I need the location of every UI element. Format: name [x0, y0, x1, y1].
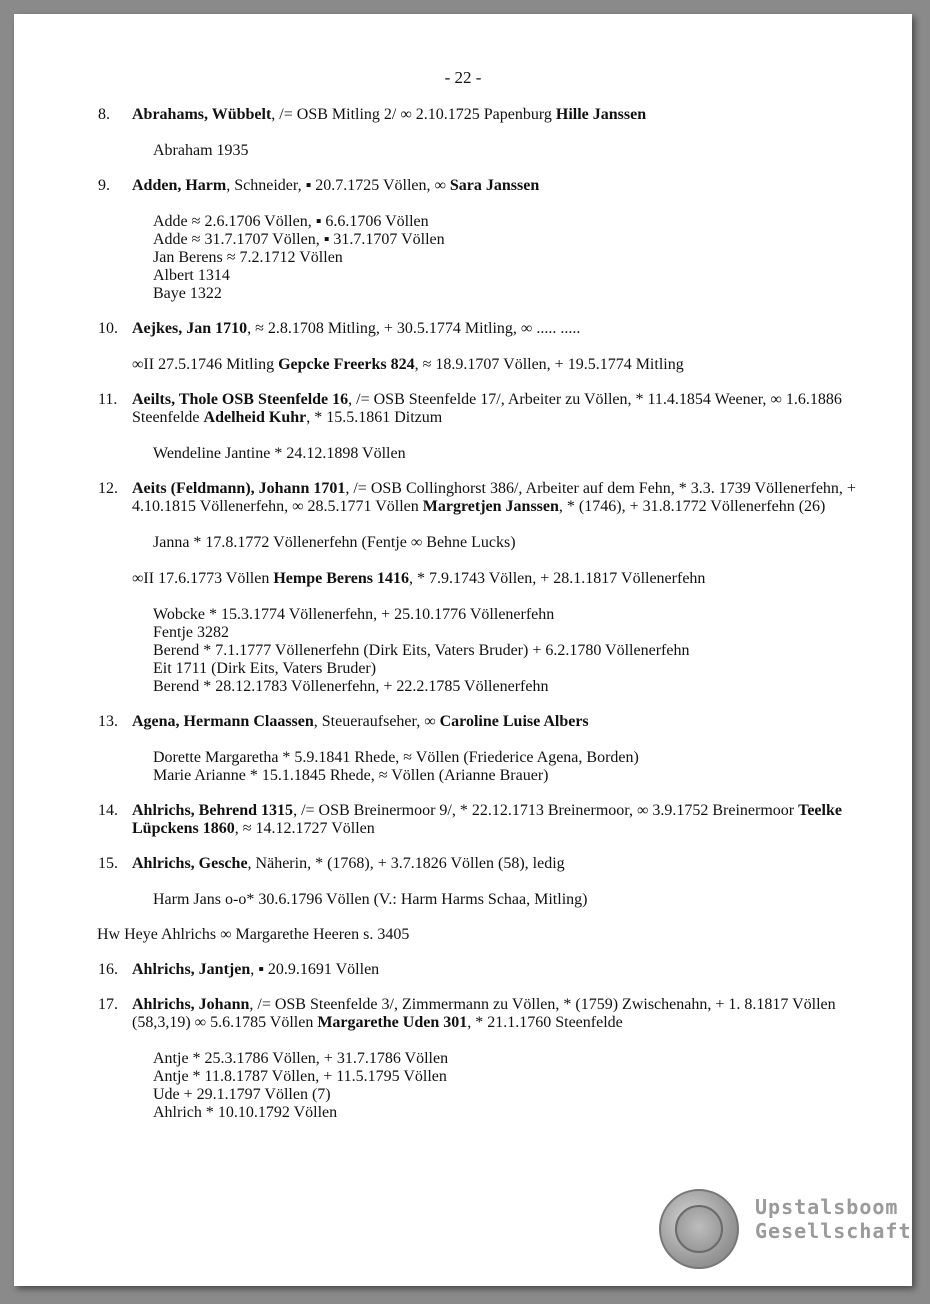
child-line: Fentje 3282: [153, 624, 229, 641]
entry-text: , /= OSB Collinghorst 386/, Arbeiter auf dem Fehn, * 3.3. 1739 Völlenerfehn, + 4.10.1815 Völlenerfehn, ∞ 28.5.1771 Völlen: [132, 480, 856, 515]
child-line: Berend * 7.1.1777 Völlenerfehn (Dirk Eits, Vaters Bruder) + 6.2.1780 Völlenerfehn: [153, 642, 690, 659]
entry-number: 14.: [98, 802, 118, 819]
bold-name: Aeilts, Thole OSB Steenfelde 16: [132, 391, 349, 408]
bold-name: Margretjen Janssen: [422, 498, 559, 515]
child-line: Berend * 28.12.1783 Völlenerfehn, + 22.2.1785 Völlenerfehn: [153, 678, 549, 695]
entry-head: [132, 391, 858, 427]
child-line: Ahlrich * 10.10.1792 Völlen: [153, 1104, 338, 1121]
bold-name: Abrahams, Wübbelt: [132, 106, 272, 123]
entry-number: 9.: [98, 177, 110, 194]
entry-head: [132, 802, 858, 838]
children-list: [153, 534, 858, 552]
entry-text: , ≈ 2.8.1708 Mitling, + 30.5.1774 Mitling, ∞ ..... .....: [247, 320, 581, 337]
entry-number: 16.: [98, 961, 118, 978]
entry-text: , * 7.9.1743 Völlen, + 28.1.1817 Völlenerfehn: [409, 570, 706, 587]
bold-name: Adelheid Kuhr: [203, 409, 307, 426]
entry: [98, 713, 858, 731]
entry-head: [132, 177, 858, 195]
entry-number: 10.: [98, 320, 118, 337]
entry-number: 13.: [98, 713, 118, 730]
entry-head: [132, 320, 858, 338]
entry: [98, 996, 858, 1032]
page-number: - 22 -: [444, 68, 482, 87]
seal-icon: [659, 1189, 739, 1269]
entry: [98, 106, 858, 124]
child-line: Antje * 11.8.1787 Völlen, + 11.5.1795 Völlen: [153, 1068, 447, 1085]
entry-number: 11.: [98, 391, 118, 408]
bold-name: Agena, Hermann Claassen: [132, 713, 314, 730]
child-line: Marie Arianne * 15.1.1845 Rhede, ≈ Völlen (Arianne Brauer): [153, 767, 549, 784]
bold-name: Margarethe Uden 301: [317, 1014, 468, 1031]
bold-name: Teelke Lüpckens 1860: [132, 802, 842, 837]
bold-name: Caroline Luise Albers: [439, 713, 589, 730]
note-line: Hw Heye Ahlrichs ∞ Margarethe Heeren s. 3405: [97, 926, 410, 943]
entry-text: , Schneider, ▪ 20.7.1725 Völlen, ∞: [226, 177, 450, 194]
bold-name: Ahlrichs, Johann: [132, 996, 250, 1013]
entry-number: 15.: [98, 855, 118, 872]
child-line: Wobcke * 15.3.1774 Völlenerfehn, + 25.10.1776 Völlenerfehn: [153, 606, 555, 623]
second-marriage: [132, 570, 858, 588]
entry: [97, 926, 858, 944]
logo-line-2: Gesellschaft: [755, 1219, 912, 1243]
bold-name: Hempe Berens 1416: [273, 570, 410, 587]
child-line: Abraham 1935: [153, 142, 249, 159]
logo-line-1: Upstalsboom: [755, 1195, 899, 1219]
entry-text: , ≈ 18.9.1707 Völlen, + 19.5.1774 Mitling: [414, 356, 684, 373]
entry-text: , /= OSB Steenfelde 17/, Arbeiter zu Völlen, * 11.4.1854 Weener, ∞ 1.6.1886 Steenfelde: [132, 391, 842, 426]
entry-head: [132, 713, 858, 731]
entry-text: ∞II 17.6.1773 Völlen: [132, 570, 274, 587]
child-line: Wendeline Jantine * 24.12.1898 Völlen: [153, 445, 406, 462]
bold-name: Gepcke Freerks 824: [278, 356, 415, 373]
child-line: Adde ≈ 31.7.1707 Völlen, ▪ 31.7.1707 Völlen: [153, 231, 445, 248]
child-line: Harm Jans o-o* 30.6.1796 Völlen (V.: Harm Harms Schaa, Mitling): [153, 891, 588, 908]
child-line: Antje * 25.3.1786 Völlen, + 31.7.1786 Völlen: [153, 1050, 449, 1067]
entry: [98, 320, 858, 338]
entry-text: ∞II 27.5.1746 Mitling: [132, 356, 279, 373]
entry-text: , ≈ 14.12.1727 Völlen: [234, 820, 375, 837]
children-list: [153, 606, 858, 696]
entry-text: , * 21.1.1760 Steenfelde: [467, 1014, 623, 1031]
child-line: Dorette Margaretha * 5.9.1841 Rhede, ≈ Völlen (Friederice Agena, Borden): [153, 749, 639, 766]
entry-text: , * (1746), + 31.8.1772 Völlenerfehn (26): [558, 498, 826, 515]
children-list: [153, 445, 858, 463]
child-line: Janna * 17.8.1772 Völlenerfehn (Fentje ∞ Behne Lucks): [153, 534, 516, 551]
entry-text: , ▪ 20.9.1691 Völlen: [250, 961, 380, 978]
society-logo: [659, 1189, 912, 1269]
entry-head: [132, 996, 858, 1032]
entry: [98, 391, 858, 427]
bold-name: Aejkes, Jan 1710: [132, 320, 248, 337]
child-line: Baye 1322: [153, 285, 222, 302]
child-line: Albert 1314: [153, 267, 230, 284]
child-line: Ude + 29.1.1797 Völlen (7): [153, 1086, 331, 1103]
entry-text: , Näherin, * (1768), + 3.7.1826 Völlen (58), ledig: [247, 855, 565, 872]
entry-number: 12.: [98, 480, 118, 497]
children-list: [153, 891, 858, 909]
entry: [98, 802, 858, 838]
bold-name: Ahlrichs, Gesche: [132, 855, 248, 872]
children-list: [153, 142, 858, 160]
entry: [98, 961, 858, 979]
entry-head: [132, 480, 858, 516]
entry-head: [132, 961, 858, 979]
genealogy-list: [98, 106, 858, 1139]
child-line: Adde ≈ 2.6.1706 Völlen, ▪ 6.6.1706 Völlen: [153, 213, 429, 230]
entry-number: 17.: [98, 996, 118, 1013]
bold-name: Hille Janssen: [555, 106, 647, 123]
bold-name: Ahlrichs, Jantjen: [132, 961, 251, 978]
entry-head: [132, 855, 858, 873]
entry-text: , /= OSB Mitling 2/ ∞ 2.10.1725 Papenburg: [271, 106, 556, 123]
second-marriage: [132, 356, 858, 374]
entry-number: 8.: [98, 106, 110, 123]
entry-text: , /= OSB Steenfelde 3/, Zimmermann zu Völlen, * (1759) Zwischenahn, + 1. 8.1817 Völlen (58,3,19) ∞ 5.6.1785 Völlen: [132, 996, 836, 1031]
entry-text: , * 15.5.1861 Ditzum: [306, 409, 443, 426]
entry-head: [132, 106, 858, 124]
child-line: Eit 1711 (Dirk Eits, Vaters Bruder): [153, 660, 377, 677]
bold-name: Aeits (Feldmann), Johann 1701: [132, 480, 346, 497]
child-line: Jan Berens ≈ 7.2.1712 Völlen: [153, 249, 343, 266]
entry-text: , Steueraufseher, ∞: [313, 713, 440, 730]
children-list: [153, 213, 858, 303]
entry: [98, 855, 858, 873]
children-list: [153, 749, 858, 785]
document-page: [14, 14, 912, 1286]
entry: [98, 177, 858, 195]
bold-name: Sara Janssen: [449, 177, 540, 194]
bold-name: Adden, Harm: [132, 177, 227, 194]
entry: [98, 480, 858, 516]
bold-name: Ahlrichs, Behrend 1315: [132, 802, 294, 819]
entry-text: , /= OSB Breinermoor 9/, * 22.12.1713 Breinermoor, ∞ 3.9.1752 Breinermoor: [293, 802, 799, 819]
children-list: [153, 1050, 858, 1122]
